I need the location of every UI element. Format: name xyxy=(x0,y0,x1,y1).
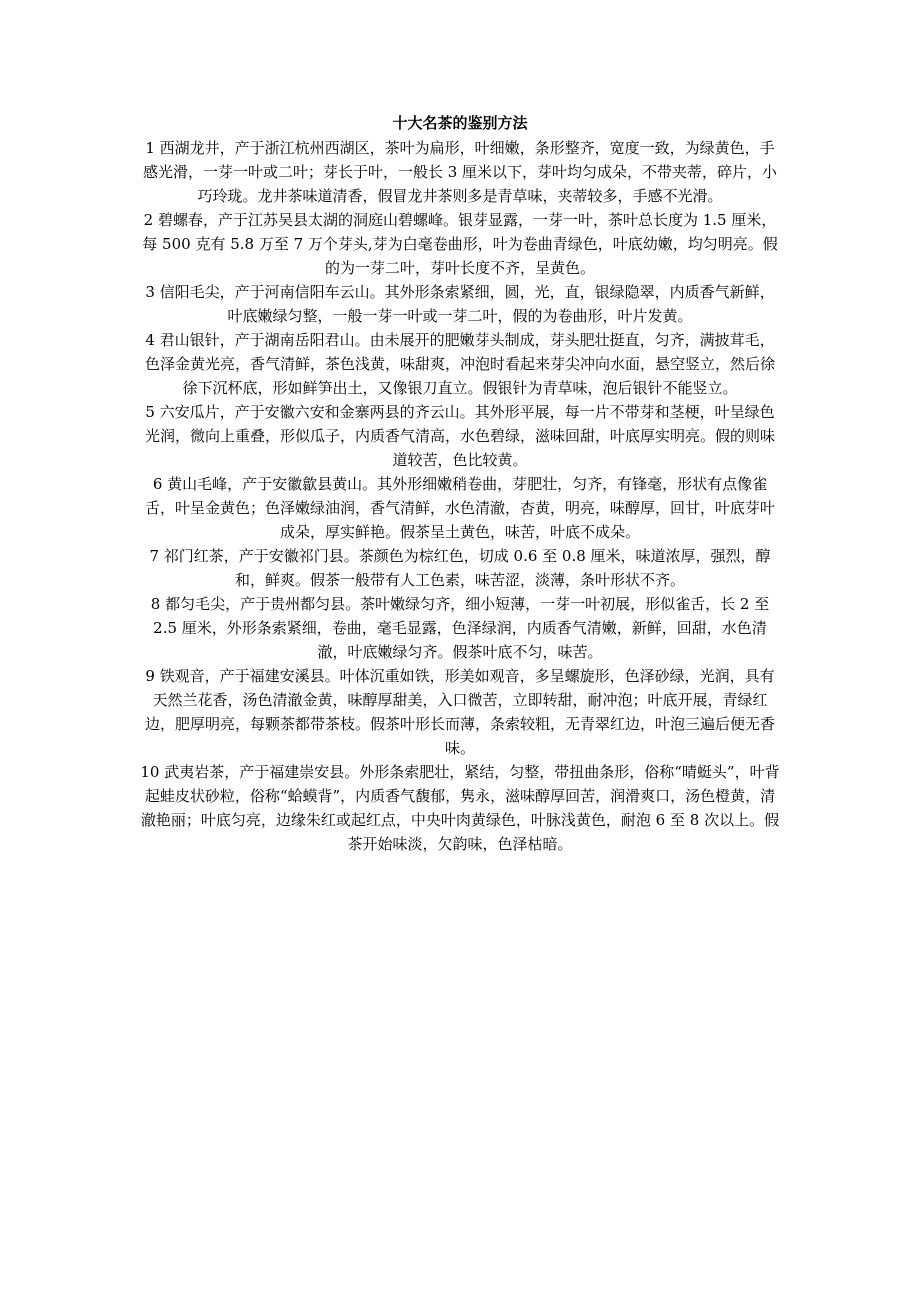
paragraph-longjing: 1 西湖龙井，产于浙江杭州西湖区，茶叶为扁形，叶细嫩，条形整齐，宽度一致，为绿黄色，手感光滑，一芽一叶或二叶；芽长于叶，一般长 3 厘米以下，芽叶均匀成朵，不带夹蒂，碎片，小巧玲珑。龙井茶味道清香，假冒龙井茶则多是青草味，夹蒂较多，手感不光滑。 xyxy=(142,139,778,205)
paragraph-junshan-yinzhen: 4 君山银针，产于湖南岳阳君山。由未展开的肥嫩芽头制成，芽头肥壮挺直，匀齐，满披茸毛，色泽金黄光亮，香气清鲜，茶色浅黄，味甜爽，冲泡时看起来芽尖冲向水面，悬空竖立，然后徐徐下沉杯底，形如鲜笋出土，又像银刀直立。假银针为青草味，泡后银针不能竖立。 xyxy=(144,331,775,397)
paragraph-huangshan-maofeng: 6 黄山毛峰，产于安徽歙县黄山。其外形细嫩稍卷曲，芽肥壮，匀齐，有锋毫，形状有点像雀舌，叶呈金黄色；色泽嫩绿油润，香气清鲜，水色清澈，杏黄，明亮，味醇厚，回甘，叶底芽叶成朵，厚实鲜艳。假茶呈土黄色，味苦，叶底不成朵。 xyxy=(144,475,775,541)
paragraph-qimen-hongcha: 7 祁门红茶，产于安徽祁门县。茶颜色为棕红色，切成 0.6 至 0.8 厘米，味道浓厚，强烈，醇和，鲜爽。假茶一般带有人工色素，味苦涩，淡薄，条叶形状不齐。 xyxy=(149,547,771,589)
paragraph-duyun-maojian: 8 都匀毛尖，产于贵州都匀县。茶叶嫩绿匀齐，细小短薄，一芽一叶初展，形似雀舌，长 2 至 2.5 厘米，外形条索紧细，卷曲，毫毛显露，色泽绿润，内质香气清嫩，新鲜，回甜，水色清澈，叶底嫩绿匀齐。假茶叶底不匀，味苦。 xyxy=(150,595,770,661)
document-page xyxy=(140,112,780,856)
paragraph-biluochun: 2 碧螺春，产于江苏吴县太湖的洞庭山碧螺峰。银芽显露，一芽一叶，茶叶总长度为 1.5 厘米，每 500 克有 5.8 万至 7 万个芽头,芽为白毫卷曲形，叶为卷曲青绿色，叶底幼嫩，均匀明亮。假的为一芽二叶，芽叶长度不齐，呈黄色。 xyxy=(142,211,778,277)
document-title: 十大名茶的鉴别方法 xyxy=(392,114,528,132)
paragraph-wuyi-yancha: 10 武夷岩茶，产于福建崇安县。外形条索肥壮，紧结，匀整，带扭曲条形，俗称“晴蜓头”，叶背起蛙皮状砂粒，俗称“蛤蟆背”，内质香气馥郁，隽永，滋味醇厚回苦，润滑爽口，汤色橙黄，清澈艳丽；叶底匀亮，边缘朱红或起红点，中央叶肉黄绿色，叶脉浅黄色，耐泡 6 至 8 次以上。假茶开始味淡，欠韵味，色泽枯暗。 xyxy=(140,763,780,853)
paragraph-luan-guapian: 5 六安瓜片，产于安徽六安和金寨两县的齐云山。其外形平展，每一片不带芽和茎梗，叶呈绿色光润，微向上重叠，形似瓜子，内质香气清高，水色碧绿，滋味回甜，叶底厚实明亮。假的则味道较苦，色比较黄。 xyxy=(144,403,775,469)
paragraph-tieguanyin: 9 铁观音，产于福建安溪县。叶体沉重如铁，形美如观音，多呈螺旋形，色泽砂绿，光润，具有天然兰花香，汤色清澈金黄，味醇厚甜美，入口微苦，立即转甜，耐冲泡；叶底开展，青绿红边，肥厚明亮，每颗茶都带茶枝。假茶叶形长而薄，条索较粗，无青翠红边，叶泡三遍后便无香味。 xyxy=(144,667,775,757)
paragraph-xinyang-maojian: 3 信阳毛尖，产于河南信阳车云山。其外形条索紧细，圆，光，直，银绿隐翠，内质香气新鲜，叶底嫩绿匀整，一般一芽一叶或一芽二叶，假的为卷曲形，叶片发黄。 xyxy=(145,283,775,325)
